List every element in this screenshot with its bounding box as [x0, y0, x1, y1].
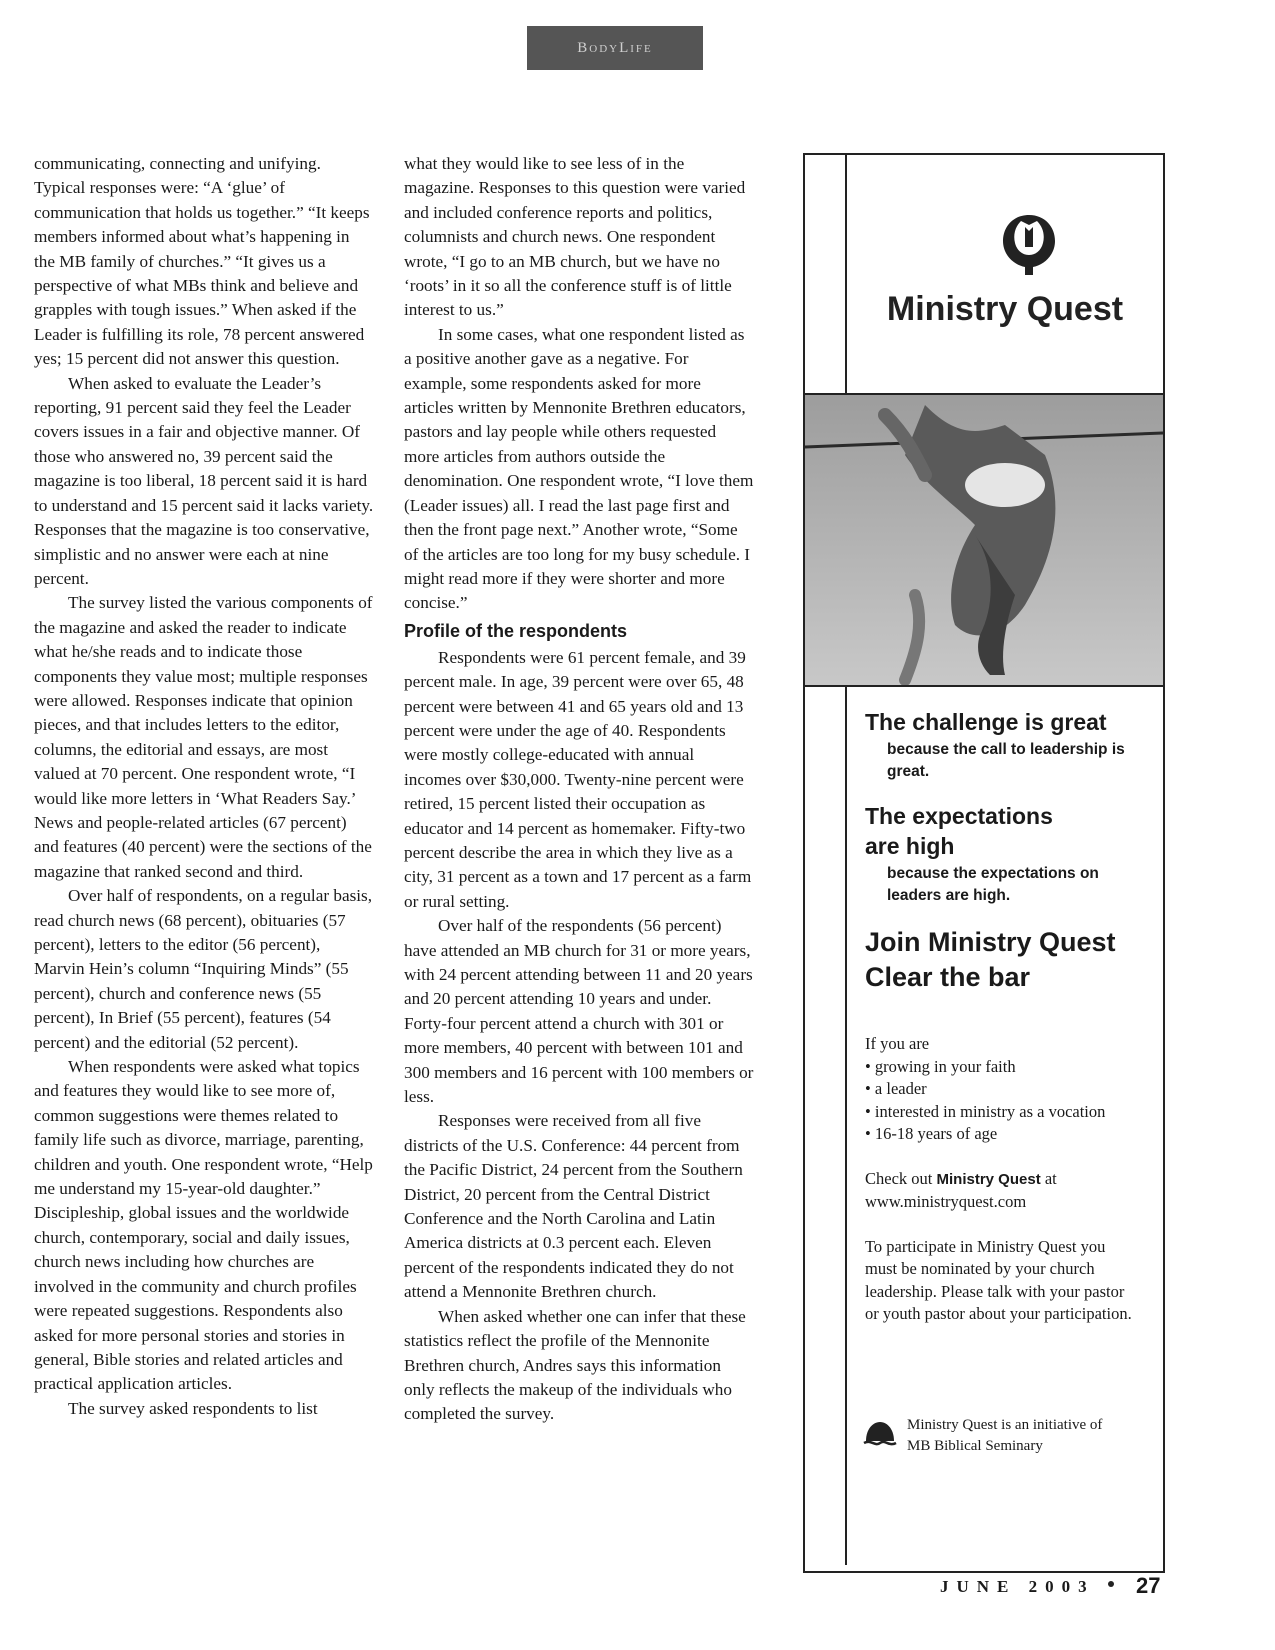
- ad-text: at: [1044, 1168, 1057, 1188]
- list-item: • 16-18 years of age: [865, 1123, 1155, 1146]
- ad-heading: The challenge is great: [865, 709, 1107, 735]
- paragraph: Responses were received from all five districts of the U.S. Conference: 44 percent from the Pacific District, 24 percent from the Southern District, 20 percent from the Central District Conference and the North Carolina and Latin America districts at 0.3 percent each. Eleven percent of the respondents indicated they do not attend a Mennonite Brethren church.: [404, 1111, 743, 1302]
- ad-call-to-action: Join Ministry Quest: [865, 927, 1116, 957]
- ad-heading: The expectations are high: [865, 803, 1053, 859]
- high-jumper-photo: [805, 393, 1163, 687]
- separator-dot: [1108, 1581, 1114, 1587]
- paragraph: When respondents were asked what topics and features they would like to see more of, common suggestions were themes related to family life such as divorce, marriage, parenting, children and youth. One respondent wrote, “Help me understand my 15-year-old daughter.” Discipleship, global issues and the worldwide church, contemporary, social and daily issues, church news including how churches are involved in the community and church profiles were repeated suggestions. Respondents also asked for more personal stories and stories in general, Bible stories and related articles and practical application articles.: [34, 1057, 373, 1394]
- website-link[interactable]: www.ministryquest.com: [865, 1192, 1027, 1211]
- issue-date: JUNE 2003: [940, 1577, 1095, 1596]
- section-label: BodyLife: [527, 26, 703, 70]
- ad-website: [865, 1168, 1155, 1214]
- page-number: 27: [1136, 1573, 1161, 1598]
- paragraph: communicating, connecting and unifying. Typical responses were: “A ‘glue’ of communication that holds us together.” “It keeps members informed about what’s happening in the MB family of churches.” “It gives us a perspective of what MBs think and believe and grapples with tough issues.” When asked if the Leader is fulfilling its role, 78 percent answered yes; 15 percent did not answer this question.: [34, 154, 370, 369]
- subheading: Profile of the respondents: [404, 620, 628, 641]
- eligibility-list: [865, 1056, 1155, 1146]
- ad-subtext: because the expectations on leaders are high.: [887, 865, 1099, 904]
- paragraph: Respondents were 61 percent female, and 39 percent male. In age, 39 percent were over 65, 48 percent were between 41 and 65 years old and 13 percent were under the age of 40. Respondents were mostly college-educated with annual incomes over $30,000. Twenty-nine percent were retired, 15 percent listed their occupation as educator and 14 percent as homemaker. Fifty-two percent describe the area in which they live as a city, 31 percent as a town and 17 percent as a farm or rural setting.: [404, 647, 752, 911]
- paragraph: Over half of respondents, on a regular basis, read church news (68 percent), obituaries (57 percent), letters to the editor (56 percent), Marvin Hein’s column “Inquiring Minds” (55 percent), church and conference news (55 percent), In Brief (55 percent), features (54 percent) and the editorial (52 percent).: [34, 886, 373, 1052]
- seminary-logo-icon: [863, 1419, 897, 1449]
- paragraph: When asked to evaluate the Leader’s reporting, 91 percent said they feel the Leader covers issues in a fair and objective manner. Of those who answered no, 39 percent said the magazine is too liberal, 18 percent said it is hard to understand and 15 percent said it lacks variety. Responses that the magazine is too conservative, simplistic and no answer were each at nine percent.: [34, 373, 374, 588]
- ad-copy: [865, 707, 1155, 1326]
- paragraph: The survey listed the various components of the magazine and asked the reader to indicate what he/she reads and to indicate those components they value most; multiple responses were allowed. Responses indicate that opinion pieces, and that includes letters to the editor, columns, the editorial and essays, are most valued at 70 percent. One respondent wrote, “I would like more letters in ‘What Readers Say.’ News and people-related articles (67 percent) and features (40 percent) were the sections of the magazine that ranked second and third.: [34, 593, 373, 881]
- seminary-credit: [863, 1415, 1153, 1457]
- list-item: • interested in ministry as a vocation: [865, 1101, 1155, 1124]
- paragraph: When asked whether one can infer that these statistics reflect the profile of the Mennonite Brethren church, Andres says this information only reflects the makeup of the individuals who completed the survey.: [404, 1306, 746, 1424]
- list-item: • a leader: [865, 1078, 1155, 1101]
- paragraph: Over half of the respondents (56 percent) have attended an MB church for 31 or more years, with 24 percent attending between 11 and 20 years and 20 percent attending 10 years and under. Forty-four percent attend a church with 301 or more members, 40 percent with between 101 and 300 members and 16 percent with 100 members or less.: [404, 916, 754, 1107]
- ad-brand-inline: Ministry Quest: [936, 1170, 1041, 1188]
- ad-tagline: Clear the bar: [865, 962, 1031, 992]
- ad-participation: To participate in Ministry Quest you must be nominated by your church leadership. Please talk with your pastor or youth pastor about your participation.: [865, 1236, 1132, 1323]
- list-item: • growing in your faith: [865, 1056, 1155, 1079]
- ad-brand-name: Ministry Quest: [886, 290, 1124, 328]
- ministry-quest-logo-icon: [999, 207, 1059, 277]
- ad-text: Check out: [865, 1168, 933, 1188]
- ministry-quest-ad: [803, 153, 1165, 1573]
- ad-logo-area: [847, 155, 1163, 393]
- ad-eligibility: [865, 1033, 1155, 1146]
- ad-text: Ministry Quest is an initiative of MB Biblical Seminary: [907, 1417, 1103, 1454]
- ad-text: If you are: [865, 1034, 930, 1053]
- ad-subtext: because the call to leadership is great.: [887, 741, 1125, 780]
- article-column-middle: [404, 152, 754, 1427]
- paragraph: In some cases, what one respondent listed as a positive another gave as a negative. For example, some respondents asked for more articles written by Mennonite Brethren educators, pastors and lay people while others requested more articles from authors outside the denomination. One respondent wrote, “I love them (Leader issues) all. I read the last page first and then the front page next.” Another wrote, “Some of the articles are too long for my busy schedule. I might read more if they were shorter and more concise.”: [404, 324, 754, 613]
- paragraph: The survey asked respondents to list: [68, 1398, 318, 1418]
- paragraph: what they would like to see less of in the magazine. Responses to this question were varied and included conference reports and politics, columnists and church news. One respondent wrote, “I go to an MB church, but we have no ‘roots’ in it so all the conference stuff is of little interest to us.”: [404, 154, 746, 320]
- article-column-left: [34, 152, 374, 1421]
